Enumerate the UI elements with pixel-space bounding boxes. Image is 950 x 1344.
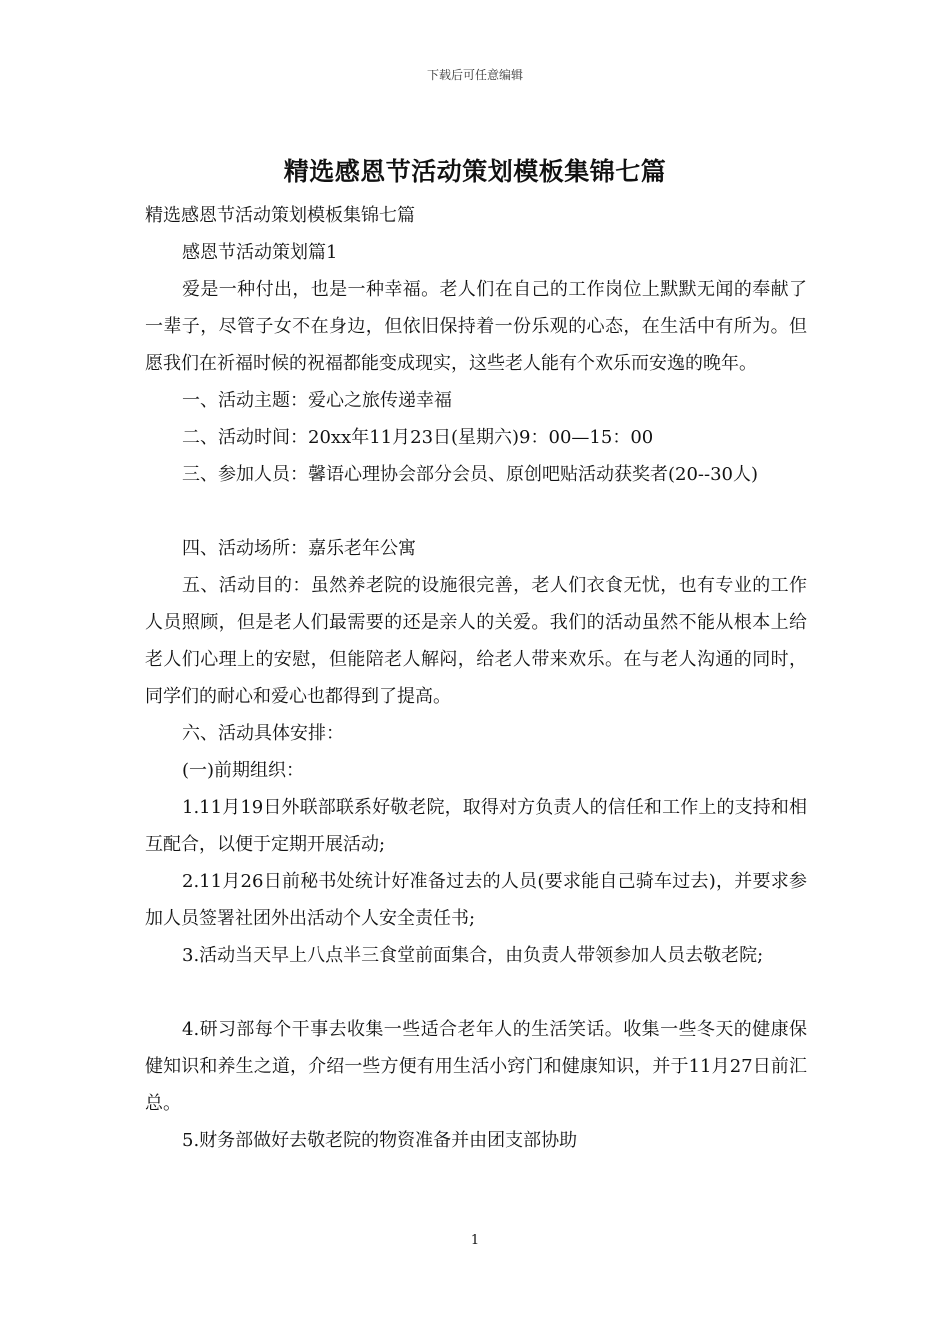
list-item: 2.11月26日前秘书处统计好准备过去的人员(要求能自己骑车过去)，并要求参加人员签署社团外出活动个人安全责任书;: [145, 871, 807, 929]
page-number: 1: [470, 1233, 480, 1248]
list-item: 1.11月19日外联部联系好敬老院，取得对方负责人的信任和工作上的支持和相互配合，以便于定期开展活动;: [145, 797, 807, 855]
paragraph-preparation: (一)前期组织：: [182, 760, 305, 781]
document-body: [145, 197, 807, 1159]
paragraph-purpose: 五、活动目的：虽然养老院的设施很完善，老人们衣食无忧，也有专业的工作人员照顾，但是老人们最需要的还是亲人的关爱。我们的活动虽然不能从根本上给老人们心理上的安慰，但能陪老人解闷，给老人带来欢乐。在与老人沟通的同时，同学们的耐心和爱心也都得到了提高。: [145, 575, 807, 707]
paragraph-venue: 四、活动场所：嘉乐老年公寓: [182, 538, 416, 559]
paragraph-time: 二、活动时间：20xx年11月23日(星期六)9：00—15：00: [182, 427, 654, 448]
document-title: 精选感恩节活动策划模板集锦七篇: [283, 157, 667, 186]
paragraph-arrangement: 六、活动具体安排：: [182, 723, 344, 744]
list-item: 4.研习部每个干事去收集一些适合老年人的生活笑话。收集一些冬天的健康保健知识和养生之道，介绍一些方便有用生活小窍门和健康知识，并于11月27日前汇总。: [145, 1019, 807, 1114]
paragraph-theme: 一、活动主题：爱心之旅传递幸福: [182, 390, 452, 411]
list-item: 3.活动当天早上八点半三食堂前面集合，由负责人带领参加人员去敬老院;: [182, 945, 764, 966]
paragraph-intro: 爱是一种付出，也是一种幸福。老人们在自己的工作岗位上默默无闻的奉献了一辈子，尽管子女不在身边，但依旧保持着一份乐观的心态，在生活中有所为。但愿我们在祈福时候的祝福都能变成现实，这些老人能有个欢乐而安逸的晚年。: [145, 279, 807, 374]
paragraph-participants: 三、参加人员：馨语心理协会部分会员、原创吧贴活动获奖者(20--30人): [182, 464, 759, 485]
list-item: 5.财务部做好去敬老院的物资准备并由团支部协助: [182, 1130, 578, 1151]
paragraph-section-heading: 感恩节活动策划篇1: [182, 242, 338, 263]
paragraph-subtitle: 精选感恩节活动策划模板集锦七篇: [145, 205, 415, 226]
header-note: 下载后可任意编辑: [426, 68, 523, 82]
